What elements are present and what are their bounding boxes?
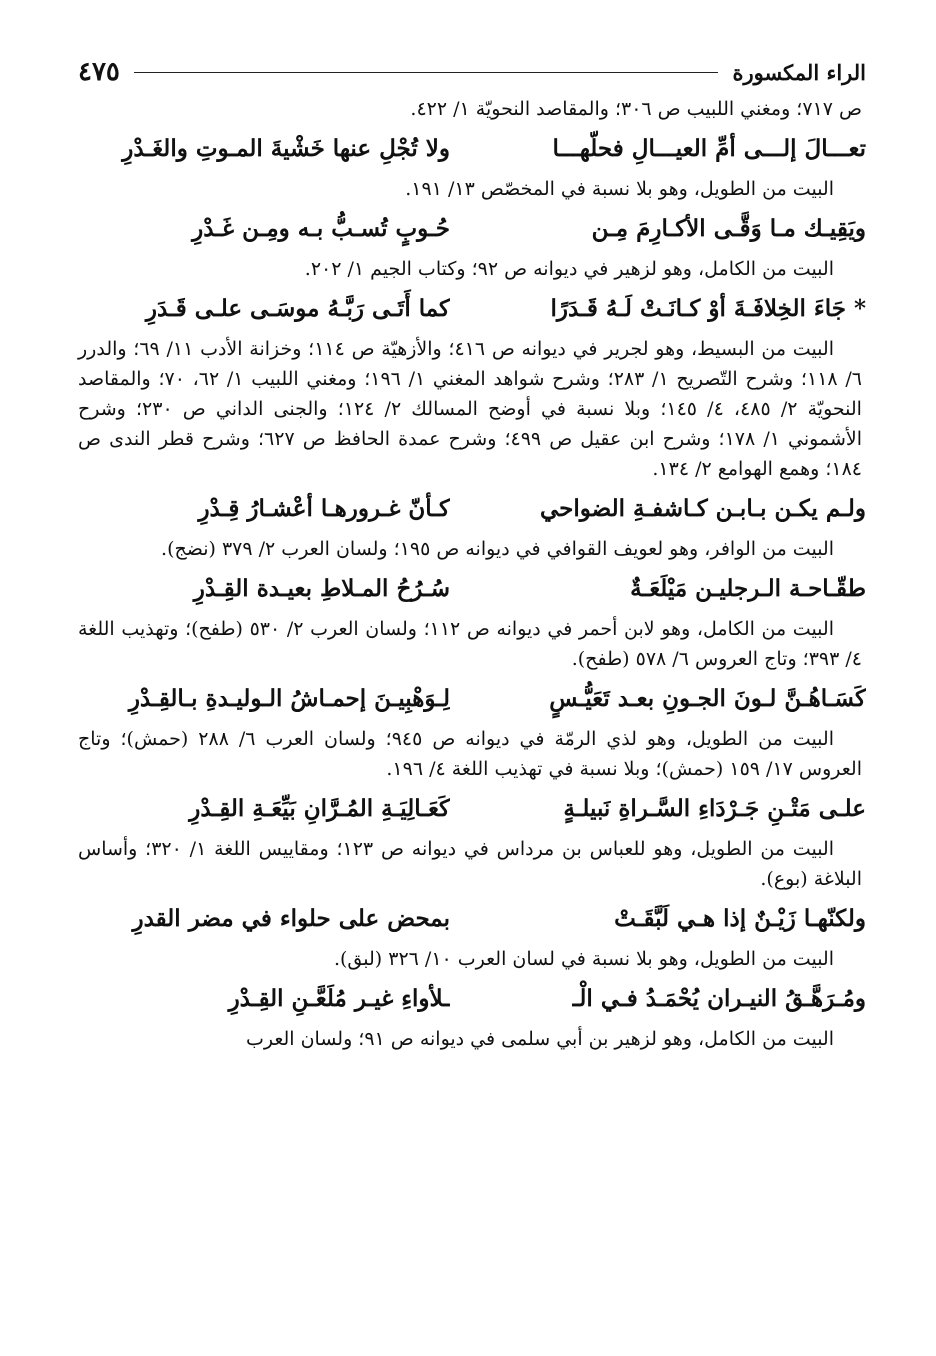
footnote-text: البيت من الكامل، وهو لزهير في ديوانه ص ٩٢؛ وكتاب الجيم ١/ ٢٠٢. [304,258,834,280]
footnote-text: البيت من الكامل، وهو لزهير بن أبي سلمى في ديوانه ص ٩١؛ ولسان العرب [245,1028,834,1050]
verse-line [78,204,866,254]
page-body [78,94,866,1054]
verse-first-hemistich: ومُـرَهَّـقُ النيـران يُحْمَـدُ فـي الْـ [572,985,866,1012]
verse-line [78,124,866,174]
page-number: ٤٧٥ [78,57,120,87]
verse-line [78,974,866,1024]
verse-line [78,894,866,944]
verse-first-hemistich: كَسَـاهُـنَّ لـونَ الجـونِ بعـد تَعَيُّـسٍ [549,685,866,712]
verse-line [78,784,866,834]
verse-first-hemistich: علـى مَتْـنِ جَـرْدَاءِ السَّـراةِ نَبيلـةٍ [563,795,866,822]
verse-second-hemistich: ولا تُجْلِ عنها خَشْيةَ المـوتِ والغَـدْرِ [122,135,450,162]
footnote-text: البيت من الطويل، وهو لذي الرمّة في ديوانه ص ٩٤٥؛ ولسان العرب ٦/ ٢٨٨ (حمش)؛ وتاج العروس ١٧/ ١٥٩ (حمش)؛ وبلا نسبة في تهذيب اللغة ٤/ ١٩٦. [78,728,862,780]
verse-line [78,484,866,534]
verse-first-hemistich: ولـم يكـن بـابـن كـاشفـةِ الضواحي [539,495,866,522]
verse-first-hemistich: * جَاءَ الخِلافَـةَ أوْ كـانَـتْ لَـهُ قَـدَرًا [550,295,866,322]
verse-second-hemistich: كَعَـالِيَـةِ المُـرَّانِ بَيِّعَـةِ القِـدْرِ [189,795,450,822]
footnote-text: البيت من الطويل، وهو للعباس بن مرداس في ديوانه ص ١٢٣؛ ومقاييس اللغة ١/ ٣٢٠؛ وأساس البلاغة (بوع). [78,838,862,890]
verse-second-hemistich: لِـوَهْبِيـنَ إحمـاشُ الـوليـدةِ بـالقِـدْرِ [128,685,450,712]
verse-first-hemistich: طقّـاحـة الـرجليـن مَيْلَعَـةٌ [630,575,866,602]
verse-second-hemistich: سُـرُحُ المـلاطِ بعيـدة القِـدْرِ [193,575,450,602]
footnote-text: البيت من الوافر، وهو لعويف القوافي في ديوانه ص ١٩٥؛ ولسان العرب ٢/ ٣٧٩ (نضج). [161,538,834,560]
footnote-text: البيت من الطويل، وهو بلا نسبة في المخصّص ١٣/ ١٩١. [405,178,834,200]
document-page [78,50,866,1054]
header-rule [134,72,719,73]
verse-first-hemistich: تعـــالَ إلـــى أمِّ العيـــالِ فحلّهـــا [552,135,866,162]
footnote-text: البيت من الطويل، وهو بلا نسبة في لسان العرب ١٠/ ٣٢٦ (لبق). [333,948,834,970]
verse-second-hemistich: حُـوبٍ تُسـبُّ بـه ومِـن غَـدْرِ [192,215,450,242]
running-title: الراء المكسورة [732,59,866,85]
verse-second-hemistich: كما أَتَـى رَبَّـهُ موسَـى علـى قَـدَرِ [145,295,450,322]
page-header [78,50,866,94]
verse-second-hemistich: كـأنّ غـرورهـا أعْشـارُ قِـدْرِ [198,495,450,522]
verse-line [78,564,866,614]
footnote-text: ص ٧١٧؛ ومغني اللبيب ص ٣٠٦؛ والمقاصد النحويّة ١/ ٤٢٢. [410,98,862,120]
verse-second-hemistich: ـلأواءِ غيـر مُلَعَّـنِ القِـدْرِ [228,985,450,1012]
footnote-text: البيت من الكامل، وهو لابن أحمر في ديوانه ص ١١٢؛ ولسان العرب ٢/ ٥٣٠ (طفح)؛ وتهذيب اللغة ٤/ ٣٩٣؛ وتاج العروس ٦/ ٥٧٨ (طفح). [78,618,862,670]
verse-line [78,284,866,334]
verse-first-hemistich: ولكنّهـا زَيْـنٌ إذا هـي لَبَّقَـتْ [614,905,866,932]
verse-line [78,674,866,724]
verse-second-hemistich: بمحض على حلواء في مضر القدرِ [132,905,450,932]
footnote-text: البيت من البسيط، وهو لجرير في ديوانه ص ٤١٦؛ والأزهيّة ص ١١٤؛ وخزانة الأدب ١١/ ٦٩؛ والدرر ٦/ ١١٨؛ وشرح التّصريح ١/ ٢٨٣؛ وشرح شواهد المغني ١/ ١٩٦؛ ومغني اللبيب ١/ ٦٢، ٧٠؛ والمقاصد النحويّة ٢/ ٤٨٥، ٤/ ١٤٥؛ وبلا نسبة في أوضح المسالك ٢/ ١٢٤؛ والجنى الداني ص ٢٣٠؛ وشرح الأشموني ١/ ١٧٨؛ وشرح ابن عقيل ص ٤٩٩؛ وشرح عمدة الحافظ ص ٦٢٧؛ وشرح قطر الندى ص ١٨٤؛ وهمع الهوامع ٢/ ١٣٤. [78,338,862,480]
verse-first-hemistich: ويَقِيـك مـا وَقَّـى الأكـارِمَ مِـن [591,215,866,242]
